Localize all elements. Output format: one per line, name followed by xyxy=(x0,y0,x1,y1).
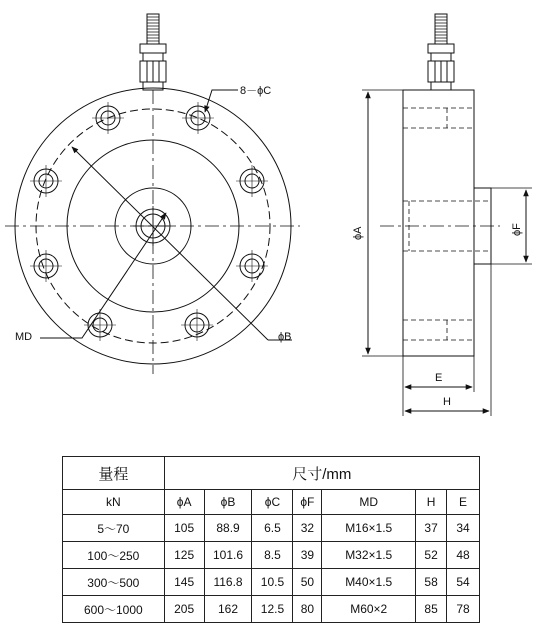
column-header: E xyxy=(447,490,480,515)
front-connector xyxy=(140,14,166,90)
bolt-holes-leader xyxy=(205,90,238,112)
table-cell: 50 xyxy=(293,569,322,596)
range-header: 量程 xyxy=(63,457,165,490)
h-label: H xyxy=(443,396,451,408)
column-header: H xyxy=(416,490,447,515)
table-cell: 58 xyxy=(416,569,447,596)
table-cell: 52 xyxy=(416,542,447,569)
md-label: MD xyxy=(15,331,33,343)
phi-b-label: ϕB xyxy=(278,331,292,343)
column-header: ϕF xyxy=(293,490,322,515)
table-cell: 300～500 xyxy=(63,569,165,596)
dimensions-header: 尺寸/mm xyxy=(164,457,479,490)
table-cell: 6.5 xyxy=(252,515,293,542)
bolt-hole xyxy=(30,250,62,282)
bolt-holes-label: 8－ϕC xyxy=(240,85,272,97)
side-view xyxy=(362,14,532,416)
bolt-hole xyxy=(181,309,213,341)
spec-table xyxy=(62,456,480,623)
phi-f-label: ϕF xyxy=(511,223,523,236)
column-header: ϕB xyxy=(204,490,252,515)
table-cell: 125 xyxy=(164,542,204,569)
phi-a-label: ϕA xyxy=(352,226,364,240)
front-view xyxy=(5,14,300,374)
md-leader xyxy=(40,213,166,338)
column-header: MD xyxy=(322,490,416,515)
table-cell: 88.9 xyxy=(204,515,252,542)
table-cell: 10.5 xyxy=(252,569,293,596)
table-row xyxy=(63,515,480,542)
table-header-row xyxy=(63,457,480,490)
side-body xyxy=(403,90,474,356)
table-cell: 37 xyxy=(416,515,447,542)
table-cell: 116.8 xyxy=(204,569,252,596)
bolt-hole xyxy=(92,102,124,134)
bolt-hole xyxy=(30,165,62,197)
table-cell: 145 xyxy=(164,569,204,596)
column-header: ϕC xyxy=(252,490,293,515)
side-connector xyxy=(428,14,454,90)
phi-b-dimension-line xyxy=(72,147,268,340)
table-cell: 5～70 xyxy=(63,515,165,542)
column-header: ϕA xyxy=(164,490,204,515)
table-cell: 48 xyxy=(447,542,480,569)
table-cell: 100～250 xyxy=(63,542,165,569)
table-cell: 78 xyxy=(447,596,480,623)
table-cell: 105 xyxy=(164,515,204,542)
table-cell: 80 xyxy=(293,596,322,623)
table-cell: M40×1.5 xyxy=(322,569,416,596)
table-cell: 34 xyxy=(447,515,480,542)
table-cell: 8.5 xyxy=(252,542,293,569)
table-cell: M16×1.5 xyxy=(322,515,416,542)
table-cell: 39 xyxy=(293,542,322,569)
table-cell: 101.6 xyxy=(204,542,252,569)
table-row xyxy=(63,569,480,596)
e-label: E xyxy=(435,372,443,384)
table-cell: 54 xyxy=(447,569,480,596)
bolt-hole xyxy=(236,250,268,282)
table-cell: 12.5 xyxy=(252,596,293,623)
table-cell: 600～1000 xyxy=(63,596,165,623)
table-column-row xyxy=(63,490,480,515)
table-cell: 32 xyxy=(293,515,322,542)
bolt-hole xyxy=(236,165,268,197)
table-cell: M32×1.5 xyxy=(322,542,416,569)
table-cell: M60×2 xyxy=(322,596,416,623)
column-header: kN xyxy=(63,490,165,515)
bolt-hole xyxy=(84,309,116,341)
table-row xyxy=(63,542,480,569)
table-cell: 162 xyxy=(204,596,252,623)
table-cell: 205 xyxy=(164,596,204,623)
table-row xyxy=(63,596,480,623)
bolt-hole xyxy=(182,102,214,134)
table-cell: 85 xyxy=(416,596,447,623)
